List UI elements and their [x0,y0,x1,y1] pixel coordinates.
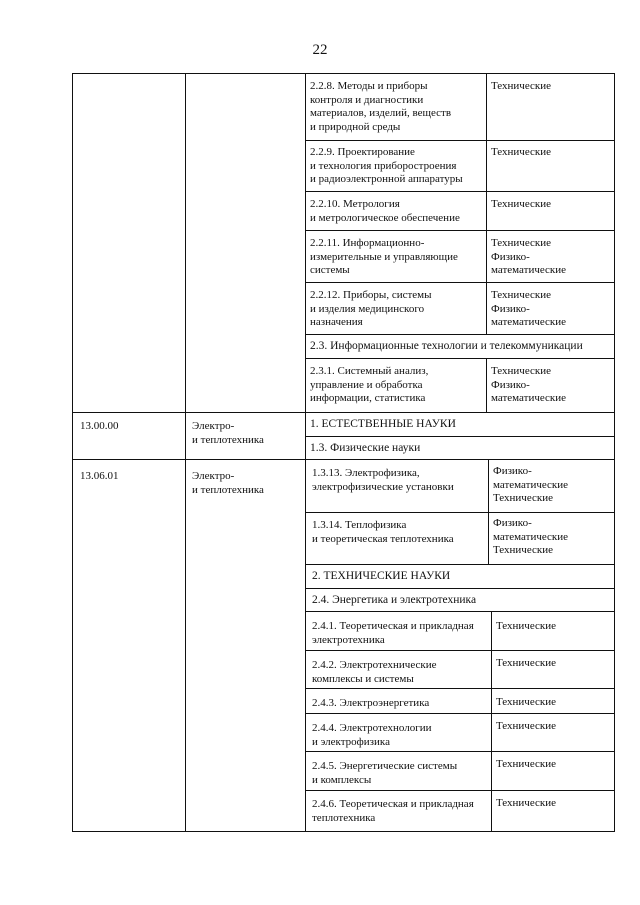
specialty-cell: 2.4.4. Электротехнологии и электрофизика [312,722,432,748]
specialty-cell: 2.2.11. Информационно- измерительные и управляющие системы [310,237,458,276]
sciences-cell: Технические [496,696,556,708]
specialty-cell: 2.2.12. Приборы, системы и изделия медицинского назначения [310,289,432,328]
group-heading: 2.3. Информационные технологии и телекоммуникации [310,340,583,352]
sciences-cell: Технические Физико- математические [491,237,567,276]
table-line [72,412,615,413]
table-line [486,358,487,413]
table-line [185,73,186,832]
table-line [305,334,615,335]
table-line [305,140,615,141]
table-line [614,73,615,832]
table-line [305,230,615,231]
sciences-cell: Технические Физико- математические [491,289,567,328]
specialty-cell: 1.3.13. Электрофизика, электрофизические установки [312,467,454,493]
sciences-cell: Технические [496,657,556,669]
group-heading: 1.3. Физические науки [310,442,421,454]
table-line [305,790,615,791]
program-name: Электро- и теплотехника [192,470,264,496]
sciences-cell: Технические Физико- математические [491,365,567,404]
program-code: 13.00.00 [80,420,119,432]
page-number: 22 [312,42,328,58]
table-line [305,751,615,752]
table-line [72,831,615,832]
sciences-cell: Технические [496,620,556,632]
sciences-cell: Технические [496,797,556,809]
table-line [305,650,615,651]
table-line [305,282,615,283]
science-area-heading: 2. ТЕХНИЧЕСКИЕ НАУКИ [312,570,451,582]
table-line [305,713,615,714]
table-line [305,564,615,565]
sciences-cell: Технические [496,720,556,732]
table-line [72,73,615,74]
sciences-cell: Физико- математические Технические [493,465,569,504]
table-line [72,459,615,460]
specialty-cell: 2.4.6. Теоретическая и прикладная теплотехника [312,798,474,824]
group-heading: 2.4. Энергетика и электротехника [312,594,477,606]
specialty-cell: 2.4.3. Электроэнергетика [312,697,430,709]
specialty-cell: 2.4.1. Теоретическая и прикладная электротехника [312,620,474,646]
table-line [305,588,615,589]
sciences-cell: Физико- математические Технические [493,517,569,556]
program-code: 13.06.01 [80,470,119,482]
sciences-cell: Технические [491,146,551,158]
sciences-cell: Технические [496,758,556,770]
program-name: Электро- и теплотехника [192,420,264,446]
sciences-cell: Технические [491,80,551,92]
table-line [488,459,489,565]
science-area-heading: 1. ЕСТЕСТВЕННЫЕ НАУКИ [310,418,456,430]
table-line [305,358,615,359]
table-line [305,688,615,689]
table-line [72,73,73,832]
specialty-cell: 2.4.2. Электротехнические комплексы и системы [312,659,437,685]
specialty-cell: 2.2.8. Методы и приборы контроля и диагностики материалов, изделий, веществ и природной среды [310,80,452,133]
specialty-cell: 2.2.10. Метрология и метрологическое обеспечение [310,198,460,224]
specialty-cell: 2.4.5. Энергетические системы и комплексы [312,760,458,786]
specialty-cell: 1.3.14. Теплофизика и теоретическая теплотехника [312,519,454,545]
table-line [486,73,487,335]
sciences-cell: Технические [491,198,551,210]
table-line [305,611,615,612]
table-line [305,73,306,832]
table-line [305,436,615,437]
specialty-cell: 2.2.9. Проектирование и технология приборостроения и радиоэлектронной аппаратуры [310,146,463,185]
table-line [305,512,615,513]
table-line [305,191,615,192]
specialty-cell: 2.3.1. Системный анализ, управление и обработка информации, статистика [310,365,429,404]
